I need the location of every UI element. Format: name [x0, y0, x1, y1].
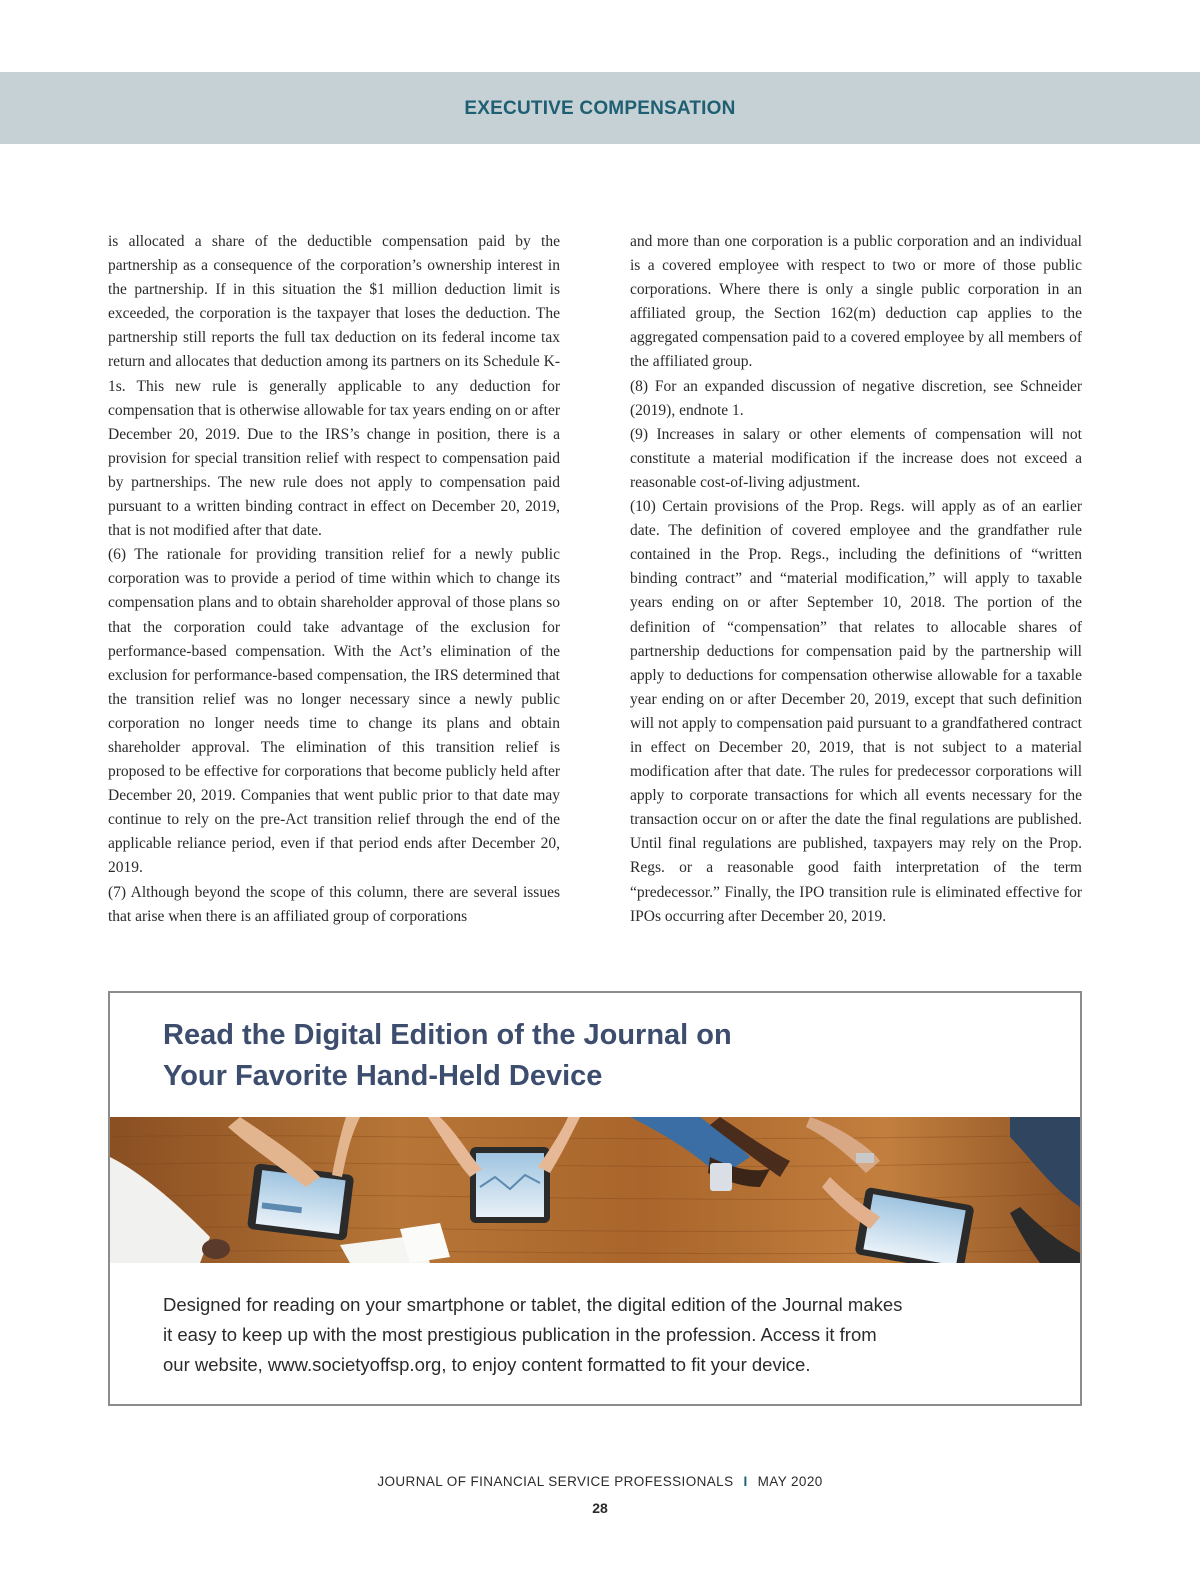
article-column-right	[630, 230, 1082, 929]
smartphone-icon	[710, 1163, 732, 1191]
digital-edition-promo	[108, 991, 1082, 1406]
section-header-band	[0, 72, 1200, 144]
promo-heading	[163, 1015, 923, 1097]
article-paragraph: and more than one corporation is a public corporation and an individual is a covered employee with respect to two or more of those public corporations. Where there is only a single public corporation in an affiliated group, the Section 162(m) deduction cap applies to the aggregated compensation paid to a covered employee by all members of the affiliated group.	[630, 233, 1082, 371]
article-column-left	[108, 230, 560, 929]
promo-body	[163, 1290, 1043, 1380]
article-paragraph: (10) Certain provisions of the Prop. Regs. will apply as of an earlier date. The definition of covered employee and the grandfather rule contained in the Prop. Regs., including the definitions of “written binding contract” and “material modification,” will apply to taxable years ending on or after September 10, 2018. The portion of the definition of “compensation” that relates to allocable shares of partnership deductions for compensation paid by the partnership will apply to deductions for compensation otherwise allowable for a taxable year ending on or after December 20, 2019, except that such definition will not apply to compensation paid pursuant to a grandfathered contract in effect on December 20, 2019, that is not subject to a material modification after that date. The rules for predecessor corporations will apply to corporate transactions for which all events necessary for the transaction occur on or after the date the final regulations are published. Until final regulations are published, taxpayers may rely on the Prop. Regs. or a reasonable good faith interpretation of the term “predecessor.” Finally, the IPO transition rule is eliminated effective for IPOs occurring after December 20, 2019.	[630, 498, 1082, 925]
promo-heading-line: Read the Digital Edition of the Journal on	[163, 1019, 732, 1051]
section-title: EXECUTIVE COMPENSATION	[464, 98, 736, 119]
article-paragraph: (7) Although beyond the scope of this column, there are several issues that arise when there is an affiliated group of corporations	[108, 883, 560, 925]
journal-name: JOURNAL OF FINANCIAL SERVICE PROFESSIONALS	[377, 1474, 734, 1489]
page-number: 28	[592, 1500, 608, 1516]
article-paragraph: (8) For an expanded discussion of negative discretion, see Schneider (2019), endnote 1.	[630, 377, 1082, 419]
page-footer	[0, 1474, 1200, 1489]
promo-body-line: it easy to keep up with the most prestigious publication in the profession. Access it from	[163, 1324, 877, 1345]
promo-heading-line: Your Favorite Hand-Held Device	[163, 1060, 603, 1092]
promo-body-line: Designed for reading on your smartphone or tablet, the digital edition of the Journal makes	[163, 1294, 903, 1315]
article-paragraph: (6) The rationale for providing transition relief for a newly public corporation was to provide a period of time within which to change its compensation plans and to obtain shareholder approval of those plans so that the corporation could take advantage of the exclusion for performance-based compensation. With the Act’s elimination of the exclusion for performance-based compensation, the IRS determined that the transition relief was no longer necessary since a newly public corporation no longer needs time to change its plans and obtain shareholder approval. The elimination of this transition relief is proposed to be effective for corporations that become publicly held after December 20, 2019. Companies that went public prior to that date may continue to rely on the pre-Act transition relief through the end of the applicable reliance period, even if that period ends after December 20, 2019.	[108, 546, 560, 877]
tablet-icon	[470, 1147, 550, 1223]
promo-body-line: our website, www.societyoffsp.org, to enjoy content formatted to fit your device.	[163, 1354, 811, 1375]
issue-date: MAY 2020	[757, 1474, 823, 1489]
hands-with-tablets-photo	[110, 1117, 1080, 1263]
article-paragraph: is allocated a share of the deductible compensation paid by the partnership as a consequence of the corporation’s ownership interest in the partnership. If in this situation the $1 million deduction limit is exceeded, the corporation is the taxpayer that loses the deduction. The partnership still reports the full tax deduction on its federal income tax return and allocates that deduction among its partners on its Schedule K-1s. This new rule is generally applicable to any deduction for compensation that is otherwise allowable for tax years ending on or after December 20, 2019. Due to the IRS’s change in position, there is a provision for special transition relief with respect to compensation paid by partnerships. The new rule does not apply to compensation paid pursuant to a written binding contract in effect on December 20, 2019, that is not modified after that date.	[108, 233, 560, 540]
article-paragraph: (9) Increases in salary or other elements of compensation will not constitute a material modification if the increase does not exceed a reasonable cost-of-living adjustment.	[630, 425, 1082, 491]
footer-separator: I	[743, 1474, 748, 1489]
